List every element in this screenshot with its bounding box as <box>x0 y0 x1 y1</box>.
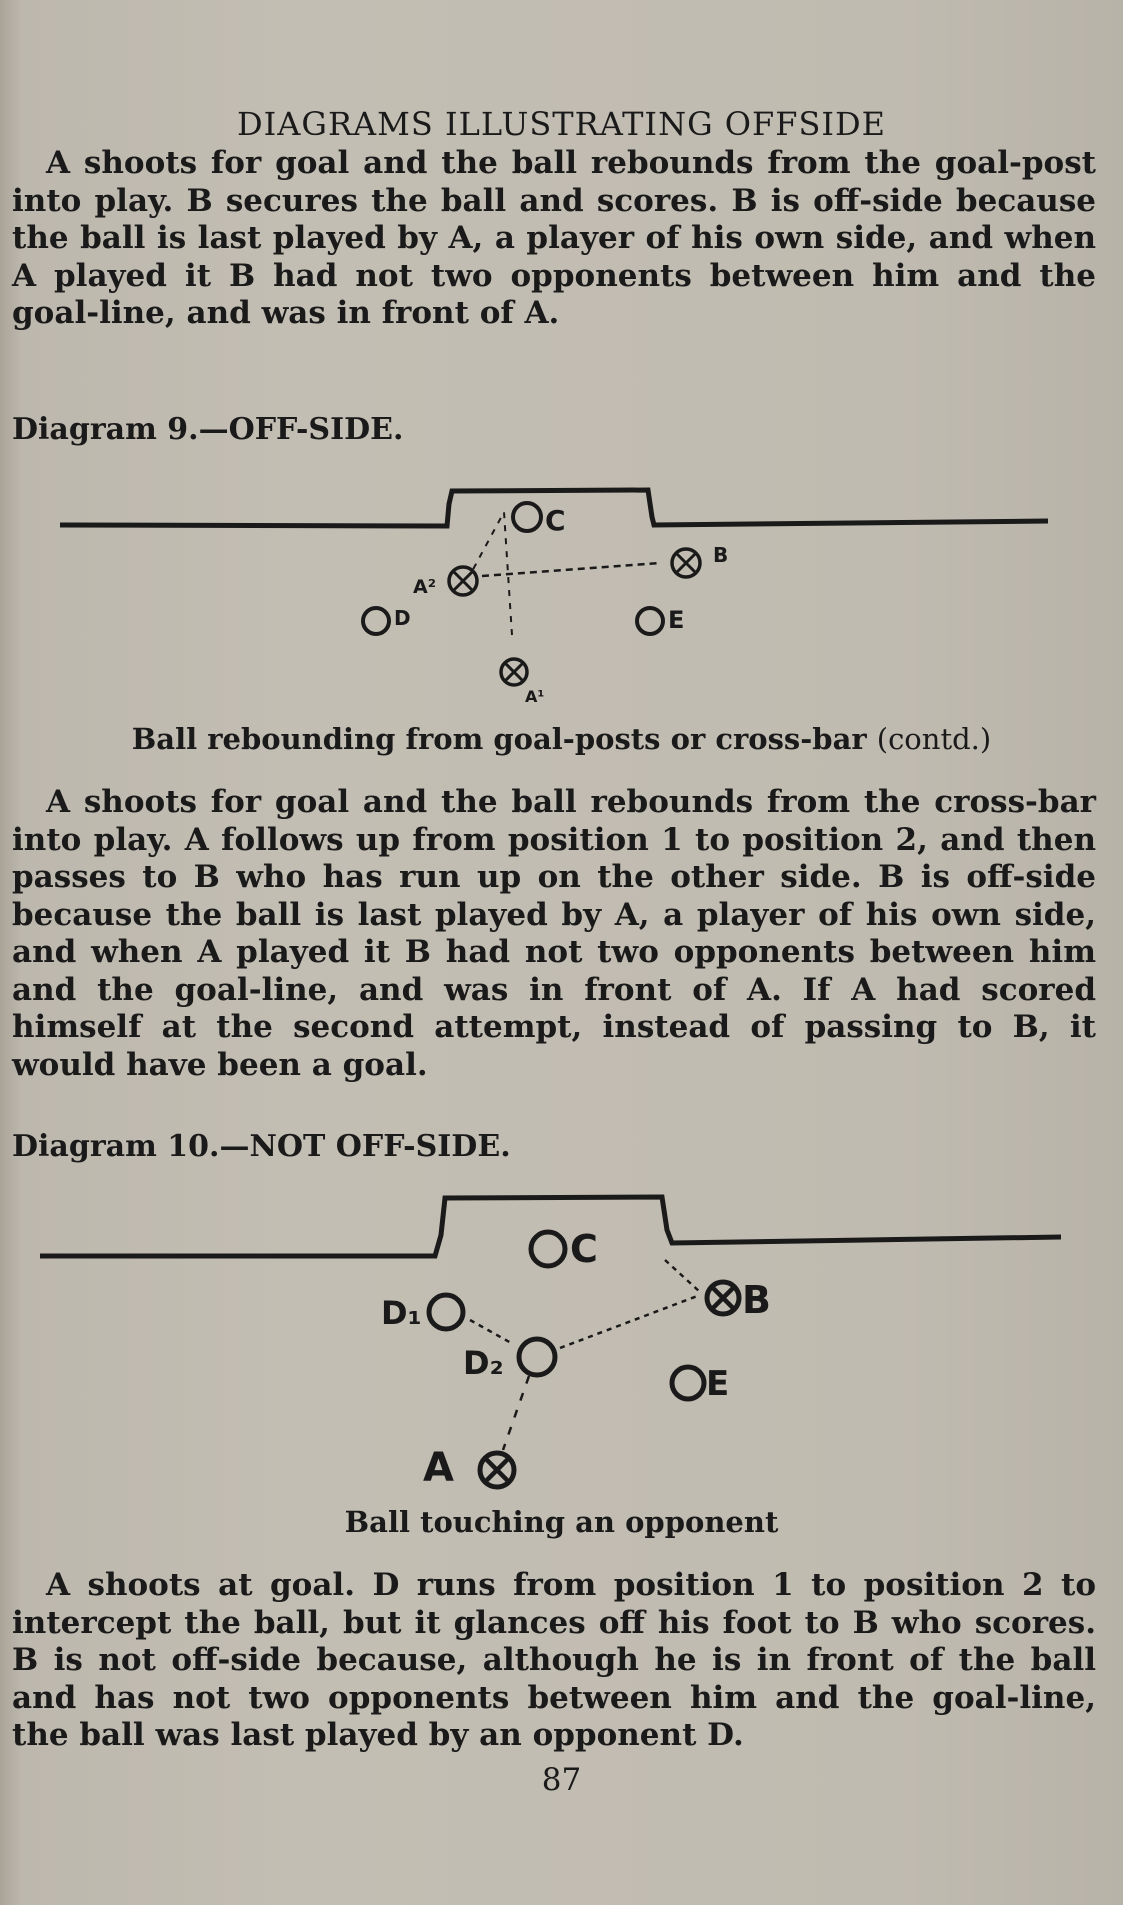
page-number: 87 <box>541 1762 582 1798</box>
diagram-10-heading: Diagram 10.—NOT OFF-SIDE. <box>12 1129 511 1164</box>
diagram-10-player-a <box>480 1453 514 1487</box>
diagram-9-paragraph <box>12 784 1096 1084</box>
diagram-10-paragraph-text: A shoots at goal. D runs from position 1 to position 2 to intercept the ball, but it glances off his foot to B who scores. B is not off-side because, although he is in front of the ball and has not two opponents between him and the goal-line, the ball was last played by an opponent D. <box>12 1567 1096 1753</box>
diagram-9-caption-main: Ball rebounding from goal-posts or cross-bar <box>131 722 867 756</box>
diagram-10-caption: Ball touching an opponent <box>344 1505 779 1539</box>
diagram-10-label-c: C <box>570 1227 598 1271</box>
diagram-10 <box>0 1180 1123 1500</box>
diagram-10-deflection-line <box>560 1295 700 1348</box>
intro-paragraph-text: A shoots for goal and the ball rebounds from the goal-post into play. B secures the ball and scores. B is off-side because the ball is last played by A, a player of his own side, and when A played it B had not two opponents between him and the goal-line, and was in front of A. <box>12 145 1096 331</box>
diagram-9-label-a1: A¹ <box>525 687 545 706</box>
diagram-10-ball-line <box>503 1376 529 1450</box>
diagram-10-player-e <box>672 1367 704 1399</box>
intro-paragraph <box>12 145 1096 333</box>
diagram-9-caption-note: (contd.) <box>876 722 992 756</box>
diagram-10-label-b: B <box>742 1278 771 1322</box>
diagram-9-player-a2 <box>449 567 477 595</box>
diagram-9-player-a1 <box>501 659 527 685</box>
page-title: DIAGRAMS ILLUSTRATING OFFSIDE <box>236 105 887 144</box>
diagram-10-label-a: A <box>423 1445 454 1491</box>
diagram-10-label-d2: D₂ <box>463 1344 504 1382</box>
diagram-9-label-c: C <box>545 504 566 537</box>
diagram-9-player-b <box>672 549 700 577</box>
diagram-10-goal-line <box>40 1197 1061 1256</box>
diagram-10-label-d1: D₁ <box>381 1294 422 1332</box>
diagram-9-label-d: D <box>394 606 411 630</box>
diagram-9-label-a2: A² <box>413 576 437 598</box>
diagram-10-player-b <box>707 1282 739 1314</box>
diagram-10-player-d1 <box>429 1295 463 1329</box>
diagram-9-caption <box>0 722 1123 756</box>
diagram-10-label-e: E <box>706 1364 730 1404</box>
diagram-9-label-b: B <box>713 543 729 567</box>
diagram-9-label-e: E <box>668 606 685 634</box>
diagram-10-run-line <box>470 1320 513 1344</box>
diagram-9 <box>0 470 1123 715</box>
diagram-10-player-c <box>531 1232 565 1266</box>
diagram-9-player-d <box>363 608 389 634</box>
diagram-10-paragraph <box>12 1567 1096 1755</box>
diagram-9-player-e <box>637 608 663 634</box>
diagram-9-player-c <box>513 503 541 531</box>
diagram-9-heading: Diagram 9.—OFF-SIDE. <box>12 412 404 447</box>
diagram-9-paragraph-text: A shoots for goal and the ball rebounds from the cross-bar into play. A follows up from position 1 to position 2, and then passes to B who has run up on the other side. B is off-side because the ball is last played by A, a player of his own side, and when A played it B had not two opponents between him and the goal-line, and was in front of A. If A had scored himself at the second attempt, instead of passing to B, it would have been a goal. <box>12 784 1096 1083</box>
diagram-10-player-d2 <box>519 1339 555 1375</box>
diagram-10-shot-line <box>665 1260 700 1292</box>
